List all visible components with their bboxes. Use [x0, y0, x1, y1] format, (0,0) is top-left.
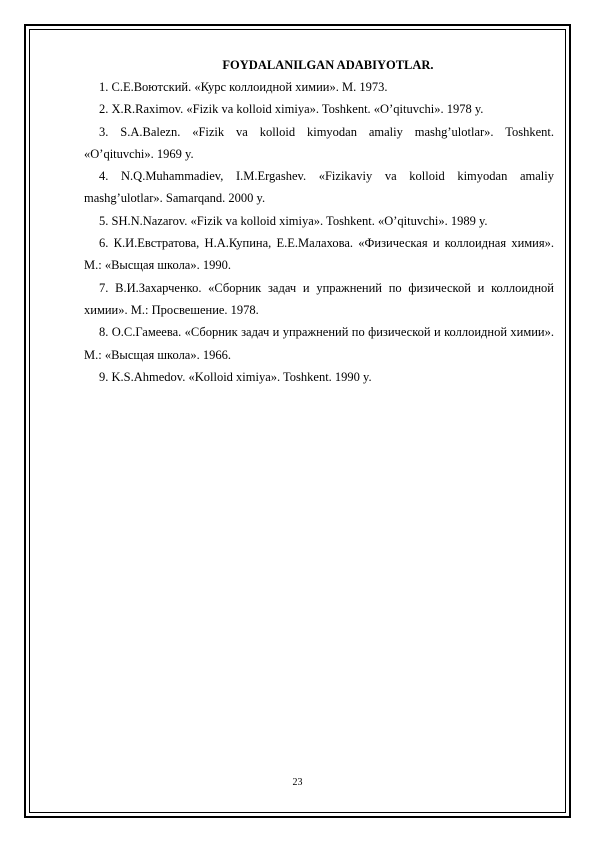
page-content — [84, 55, 554, 388]
reference-item-3: 3. S.A.Balezn. «Fizik va kolloid kimyodan amaliy mashg’ulotlar». Toshkent. «O’qituvchi». 1969 y. — [84, 124, 554, 161]
reference-item-9: 9. K.S.Ahmedov. «Kolloid ximiya». Toshkent. 1990 y. — [99, 369, 372, 384]
reference-item-5: 5. SH.N.Nazarov. «Fizik va kolloid ximiya». Toshkent. «O’qituvchi». 1989 y. — [99, 213, 488, 228]
references-heading: FOYDALANILGAN ADABIYOTLAR. — [222, 58, 434, 72]
reference-item-1: 1. С.Е.Воютский. «Курс коллоидной химии». М. 1973. — [99, 80, 388, 94]
reference-item-8: 8. О.С.Гамеева. «Сборник задач и упражнений по физической и коллоидной химии». М.: «Высщая школа». 1966. — [84, 325, 554, 362]
reference-item-4: 4. N.Q.Muhammadiev, I.M.Ergashev. «Fizikaviy va kolloid kimyodan amaliy mashg’ulotlar». Samarqand. 2000 y. — [84, 169, 554, 206]
reference-item-6: 6. К.И.Евстратова, Н.А.Купина, Е.Е.Малахова. «Физическая и коллоидная химия». М.: «Высщая школа». 1990. — [84, 236, 554, 273]
reference-item-7: 7. В.И.Захарченко. «Сборник задач и упражнений по физической и коллоидной химии». М.: Просвешение. 1978. — [84, 280, 554, 317]
reference-list — [84, 76, 554, 388]
page-number: 23 — [292, 777, 303, 788]
reference-item-2: 2. X.R.Raximov. «Fizik va kolloid ximiya». Toshkent. «O’qituvchi». 1978 y. — [99, 102, 484, 117]
